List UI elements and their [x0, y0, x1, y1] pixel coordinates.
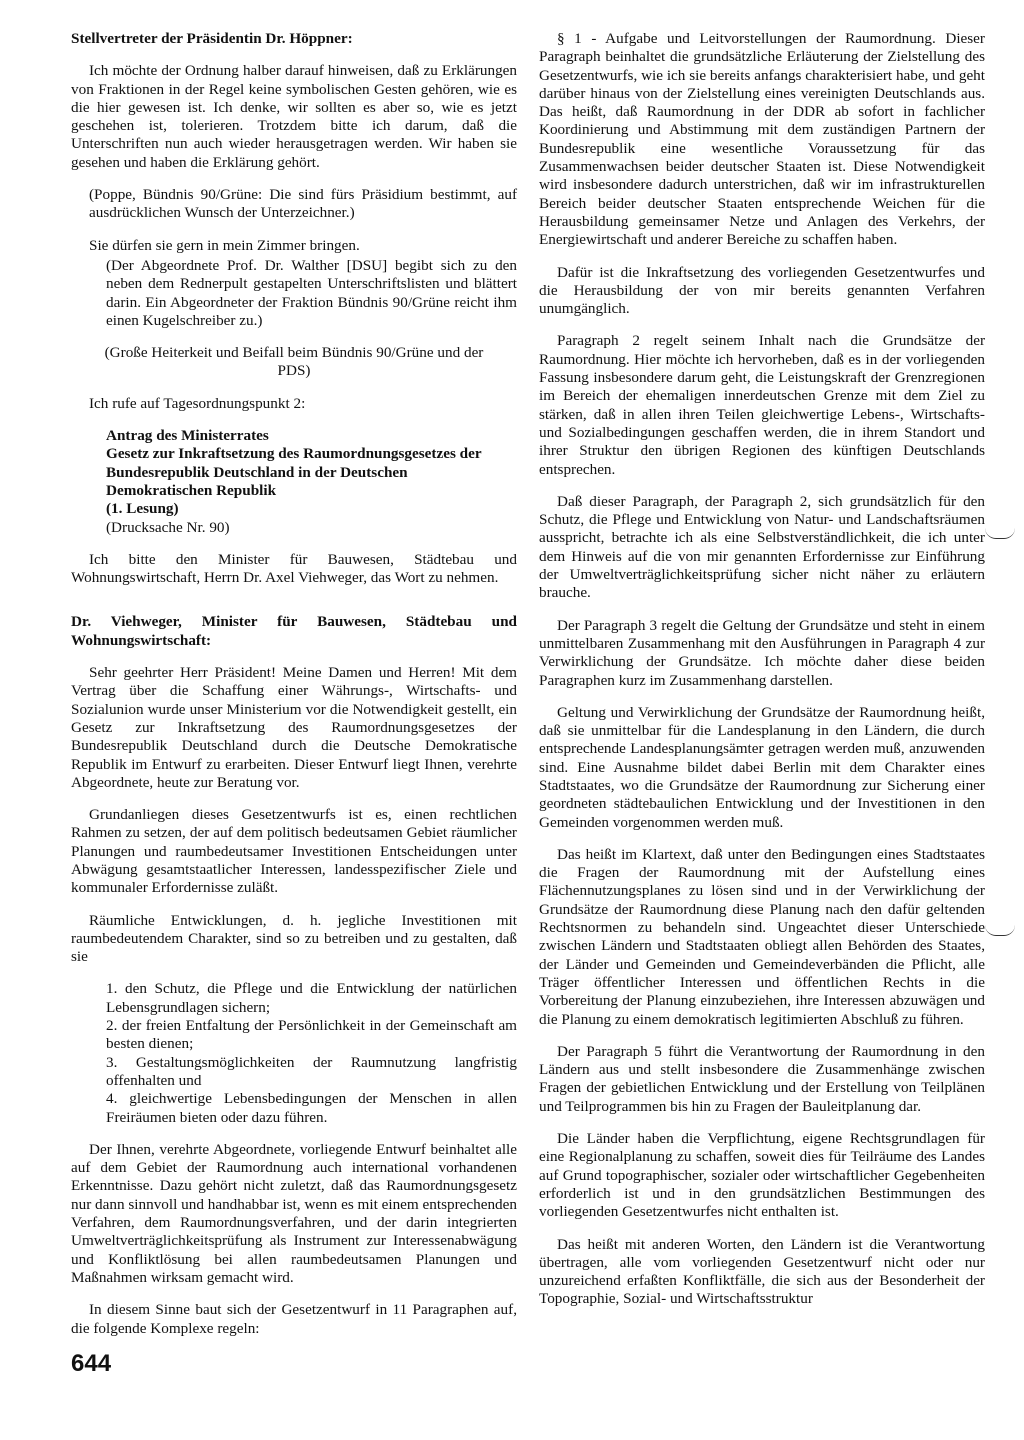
list-item: 1. den Schutz, die Pflege und die Entwicklung der natürlichen Lebensgrundlagen sichern; [106, 980, 517, 1016]
paragraph: Sehr geehrter Herr Präsident! Meine Damen und Herren! Mit dem Vertrag über die Schaffung einer Währungs-, Wirtschafts- und Sozialunion wurde unser Ministerium vor die Notwendigkeit gestellt, ein Gesetz zur Inkraftsetzung des Raumordnungsgesetzes der Bundesrepublik Deutschland durch die Deutsche Demokratische Republik im Entwurf zu erarbeiten. Dieser Entwurf liegt Ihnen, verehrte Abgeordnete, heute zur Beratung vor. [71, 664, 517, 791]
speaker-heading: Stellvertreter der Präsidentin Dr. Höppner: [71, 30, 353, 47]
paragraph: § 1 - Aufgabe und Leitvorstellungen der Raumordnung. Dieser Paragraph beinhaltet die grundsätzliche Erläuterung der Zielstellung des Gesetzentwurfs, wie ich sie bereits anfangs charakterisiert habe, und geht darüber hinaus von der Zielstellung eines vereinigten Deutschlands aus. Das heißt, daß Raumordnung in der DDR ab sofort in fachlicher Koordinierung und Abstimmung mit dem zuständigen Partnern der Bundesrepublik eine wesentliche Voraussetzung für das Zusammenwachsen beider deutscher Staaten ist. Diese Notwendigkeit wird insbesondere dadurch unterstrichen, daß wir im infrastrukturellen Bereich beider deutscher Staaten entsprechende Weichen für die Herausbildung gemeinsamer Netze und Anlagen des Verkehrs, der Energiewirtschaft und anderer Bereiche zu schaffen haben. [539, 30, 985, 249]
paragraph: Ich bitte den Minister für Bauwesen, Städtebau und Wohnungswirtschaft, Herrn Dr. Axel Viehweger, das Wort zu nehmen. [71, 550, 517, 587]
agenda-reading: (1. Lesung) [106, 500, 179, 518]
right-column [539, 30, 985, 1323]
interjection: (Große Heiterkeit und Beifall beim Bündnis 90/Grüne und der PDS) [104, 344, 484, 380]
paragraph: Dafür ist die Inkraftsetzung des vorliegenden Gesetzentwurfes und die Herausbildung der von mir bereits genannten Verfahren unumgänglich. [539, 263, 985, 318]
numbered-list [71, 980, 517, 1126]
margin-mark [985, 925, 1015, 936]
page-number: 644 [71, 1350, 112, 1377]
list-item: 4. gleichwertige Lebensbedingungen der Menschen in allen Freiräumen bieten oder dazu führen. [106, 1090, 517, 1126]
paragraph: Geltung und Verwirklichung der Grundsätze der Raumordnung heißt, daß sie unmittelbar für die Landesplanung in den Ländern, die durch entsprechende Landesplanungsämter getragen werden muß, anzuwenden sind. Eine Ausnahme bildet dabei Berlin mit dem Charakter eines Stadtstaates, wo die Grundsätze der Raumordnung zur Sicherung einer geordneten städtebaulichen Entwicklung und der Investitionen in den Gemeinden vorgenommen werden muß. [539, 703, 985, 831]
paragraph: Die Länder haben die Verpflichtung, eigene Rechtsgrundlagen für eine Regionalplanung zu schaffen, soweit dies für Teilräume des Landes auf Grund topographischer, sozialer oder wirtschaftlicher Gegebenheiten erforderlich ist und in den grundsätzlichen Bestimmungen des vorliegenden Gesetzentwurfes nicht enthalten ist. [539, 1130, 985, 1221]
interjection: (Der Abgeordnete Prof. Dr. Walther [DSU] begibt sich zu den neben dem Rednerpult gestapelten Unterschriftslisten und blättert darin. Ein Abgeordneter der Fraktion Bündnis 90/Grüne reicht ihm einen Kugelschreiber zu.) [106, 256, 517, 329]
paragraph: Paragraph 2 regelt seinem Inhalt nach die Grundsätze der Raumordnung. Hier möchte ich hervorheben, daß es in der vorliegenden Fassung insbesondere darum geht, die Leistungskraft der Grenzregionen im Bereich der ehemaligen innerdeutschen Grenze mit dem Ziel zu stärken, daß in allen ihren Teilen gleichwertige Lebens-, Wirtschafts- und Sozialbedingungen geschaffen werden, die in ihrem Standort und ihrer Struktur den übrigen Regionen des künftigen Deutschlands entsprechen. [539, 332, 985, 478]
paragraph: Der Ihnen, verehrte Abgeordnete, vorliegende Entwurf beinhaltet alle auf dem Gebiet der Raumordnung auch international vorhandenen Erkenntnisse. Dazu gehört nicht zuletzt, daß das Raumordnungsgesetz nur dann sinnvoll und handhabbar ist, wenn es mit einem entsprechenden Verfahren, dem Raumordnungsverfahren, und der darin integrierten Umweltverträglichkeitsprüfung als Instrument zur Interessenabwägung und Konfliktlösung bei allen raumbedeutsamen Planungen und Maßnahmen wirksam gemacht wird. [71, 1140, 517, 1286]
agenda-law-title: Gesetz zur Inkraftsetzung des Raumordnungsgesetzes der Bundesrepublik Deutschland in der Deutschen Demokratischen Republik [106, 445, 482, 499]
speaker-heading: Dr. Viehweger, Minister für Bauwesen, Städtebau und Wohnungswirtschaft: [71, 613, 517, 649]
paragraph: In diesem Sinne baut sich der Gesetzentwurf in 11 Paragraphen auf, die folgende Komplexe regeln: [71, 1301, 517, 1337]
list-item: 2. der freien Entfaltung der Persönlichkeit in der Gemeinschaft am besten dienen; [106, 1017, 517, 1053]
paragraph: Ich möchte der Ordnung halber darauf hinweisen, daß zu Erklärungen von Fraktionen in der Regel keine symbolischen Gesten gehören, wie es die hier gewesen ist. Ich denke, wir sollten es aber so, wie es jetzt geschehen ist, tolerieren. Trotzdem bitte ich darum, daß die Unterschriften nun auch wieder herausgetragen werden. Wir haben sie gesehen und haben die Erklärung gehört. [71, 62, 517, 171]
paragraph: Der Paragraph 5 führt die Verantwortung der Raumordnung in den Ländern aus und stellt insbesondere die Zusammenhänge zwischen Fragen der gebietlichen Entwicklung und der Erstellung von Teilplänen und Teilprogrammen bis hin zu Fragen der Bauleitplanung dar. [539, 1042, 985, 1115]
paragraph: Sie dürfen sie gern in mein Zimmer bringen. [89, 236, 360, 254]
interjection: (Poppe, Bündnis 90/Grüne: Die sind fürs Präsidium bestimmt, auf ausdrücklichen Wunsch der Unterzeichner.) [89, 186, 517, 222]
paragraph: Daß dieser Paragraph, der Paragraph 2, sich grundsätzlich für den Schutz, die Pflege und Entwicklung von Natur- und Landschaftsräumen ausspricht, betrachte ich als eine Selbstverständlichkeit, die ich unter dem Hinweis auf die von mir genannten Erfordernisse zur Einführung der Umweltverträglichkeitsprüfung sicher nicht näher zu erläutern brauche. [539, 492, 985, 602]
paragraph: Das heißt im Klartext, daß unter den Bedingungen eines Stadtstaates die Fragen der Raumordnung mit der Aufstellung eines Flächennutzungsplanes zu lösen sind und in der Verwirklichung der Grundsätze der Raumordnung diese Planung nach den dafür geltenden Rechtsnormen zu behandeln sind. Ungeachtet dieser Unterschiede zwischen Ländern und Stadtstaaten obliegt allen Behörden des Staates, der Länder und Gemeinden und Gemeindeverbänden die Pflicht, alle Träger öffentlicher Interessen und öffentlichen Rechts in die Vorbereitung der Planung einzubeziehen, ihre Interessen abzuwägen und die Planung zu einem demokratisch legitimierten Abschluß zu führen. [539, 845, 985, 1028]
paragraph: Das heißt mit anderen Worten, den Ländern ist die Verantwortung übertragen, alle vom vorliegenden Gesetzentwurf nicht oder nur unzureichend erfaßten Konfliktfälle, die sich aus der Besonderheit der Topographie, Sozial- und Wirtschaftsstruktur [539, 1235, 985, 1308]
agenda-title: Antrag des Ministerrates [106, 427, 269, 445]
agenda-item [71, 427, 517, 537]
paragraph: Ich rufe auf Tagesordnungspunkt 2: [89, 394, 306, 412]
agenda-document-ref: (Drucksache Nr. 90) [106, 518, 230, 536]
left-column [71, 30, 517, 1352]
paragraph: Grundanliegen dieses Gesetzentwurfs ist es, einen rechtlichen Rahmen zu setzen, der auf dem politisch bedeutsamen Gebiet räumlicher Planungen und raumbedeutsamer Investitionen Entscheidungen unter Abwägung gesamtstaatlicher Interessen, landesspezifischer Ziele und kommunaler Erfordernisse zuläßt. [71, 806, 517, 897]
paragraph: Der Paragraph 3 regelt die Geltung der Grundsätze und steht in einem unmittelbaren Zusammenhang mit den Ausführungen in Paragraph 4 zur Verwirklichung der Grundsätze. Ich möchte daher diese beiden Paragraphen kurz im Zusammenhang darstellen. [539, 616, 985, 689]
list-item: 3. Gestaltungsmöglichkeiten der Raumnutzung langfristig offenhalten und [106, 1053, 517, 1089]
paragraph: Räumliche Entwicklungen, d. h. jegliche Investitionen mit raumbedeutendem Charakter, sind so zu betreiben und zu gestalten, daß sie [71, 911, 517, 966]
margin-mark [985, 528, 1015, 539]
